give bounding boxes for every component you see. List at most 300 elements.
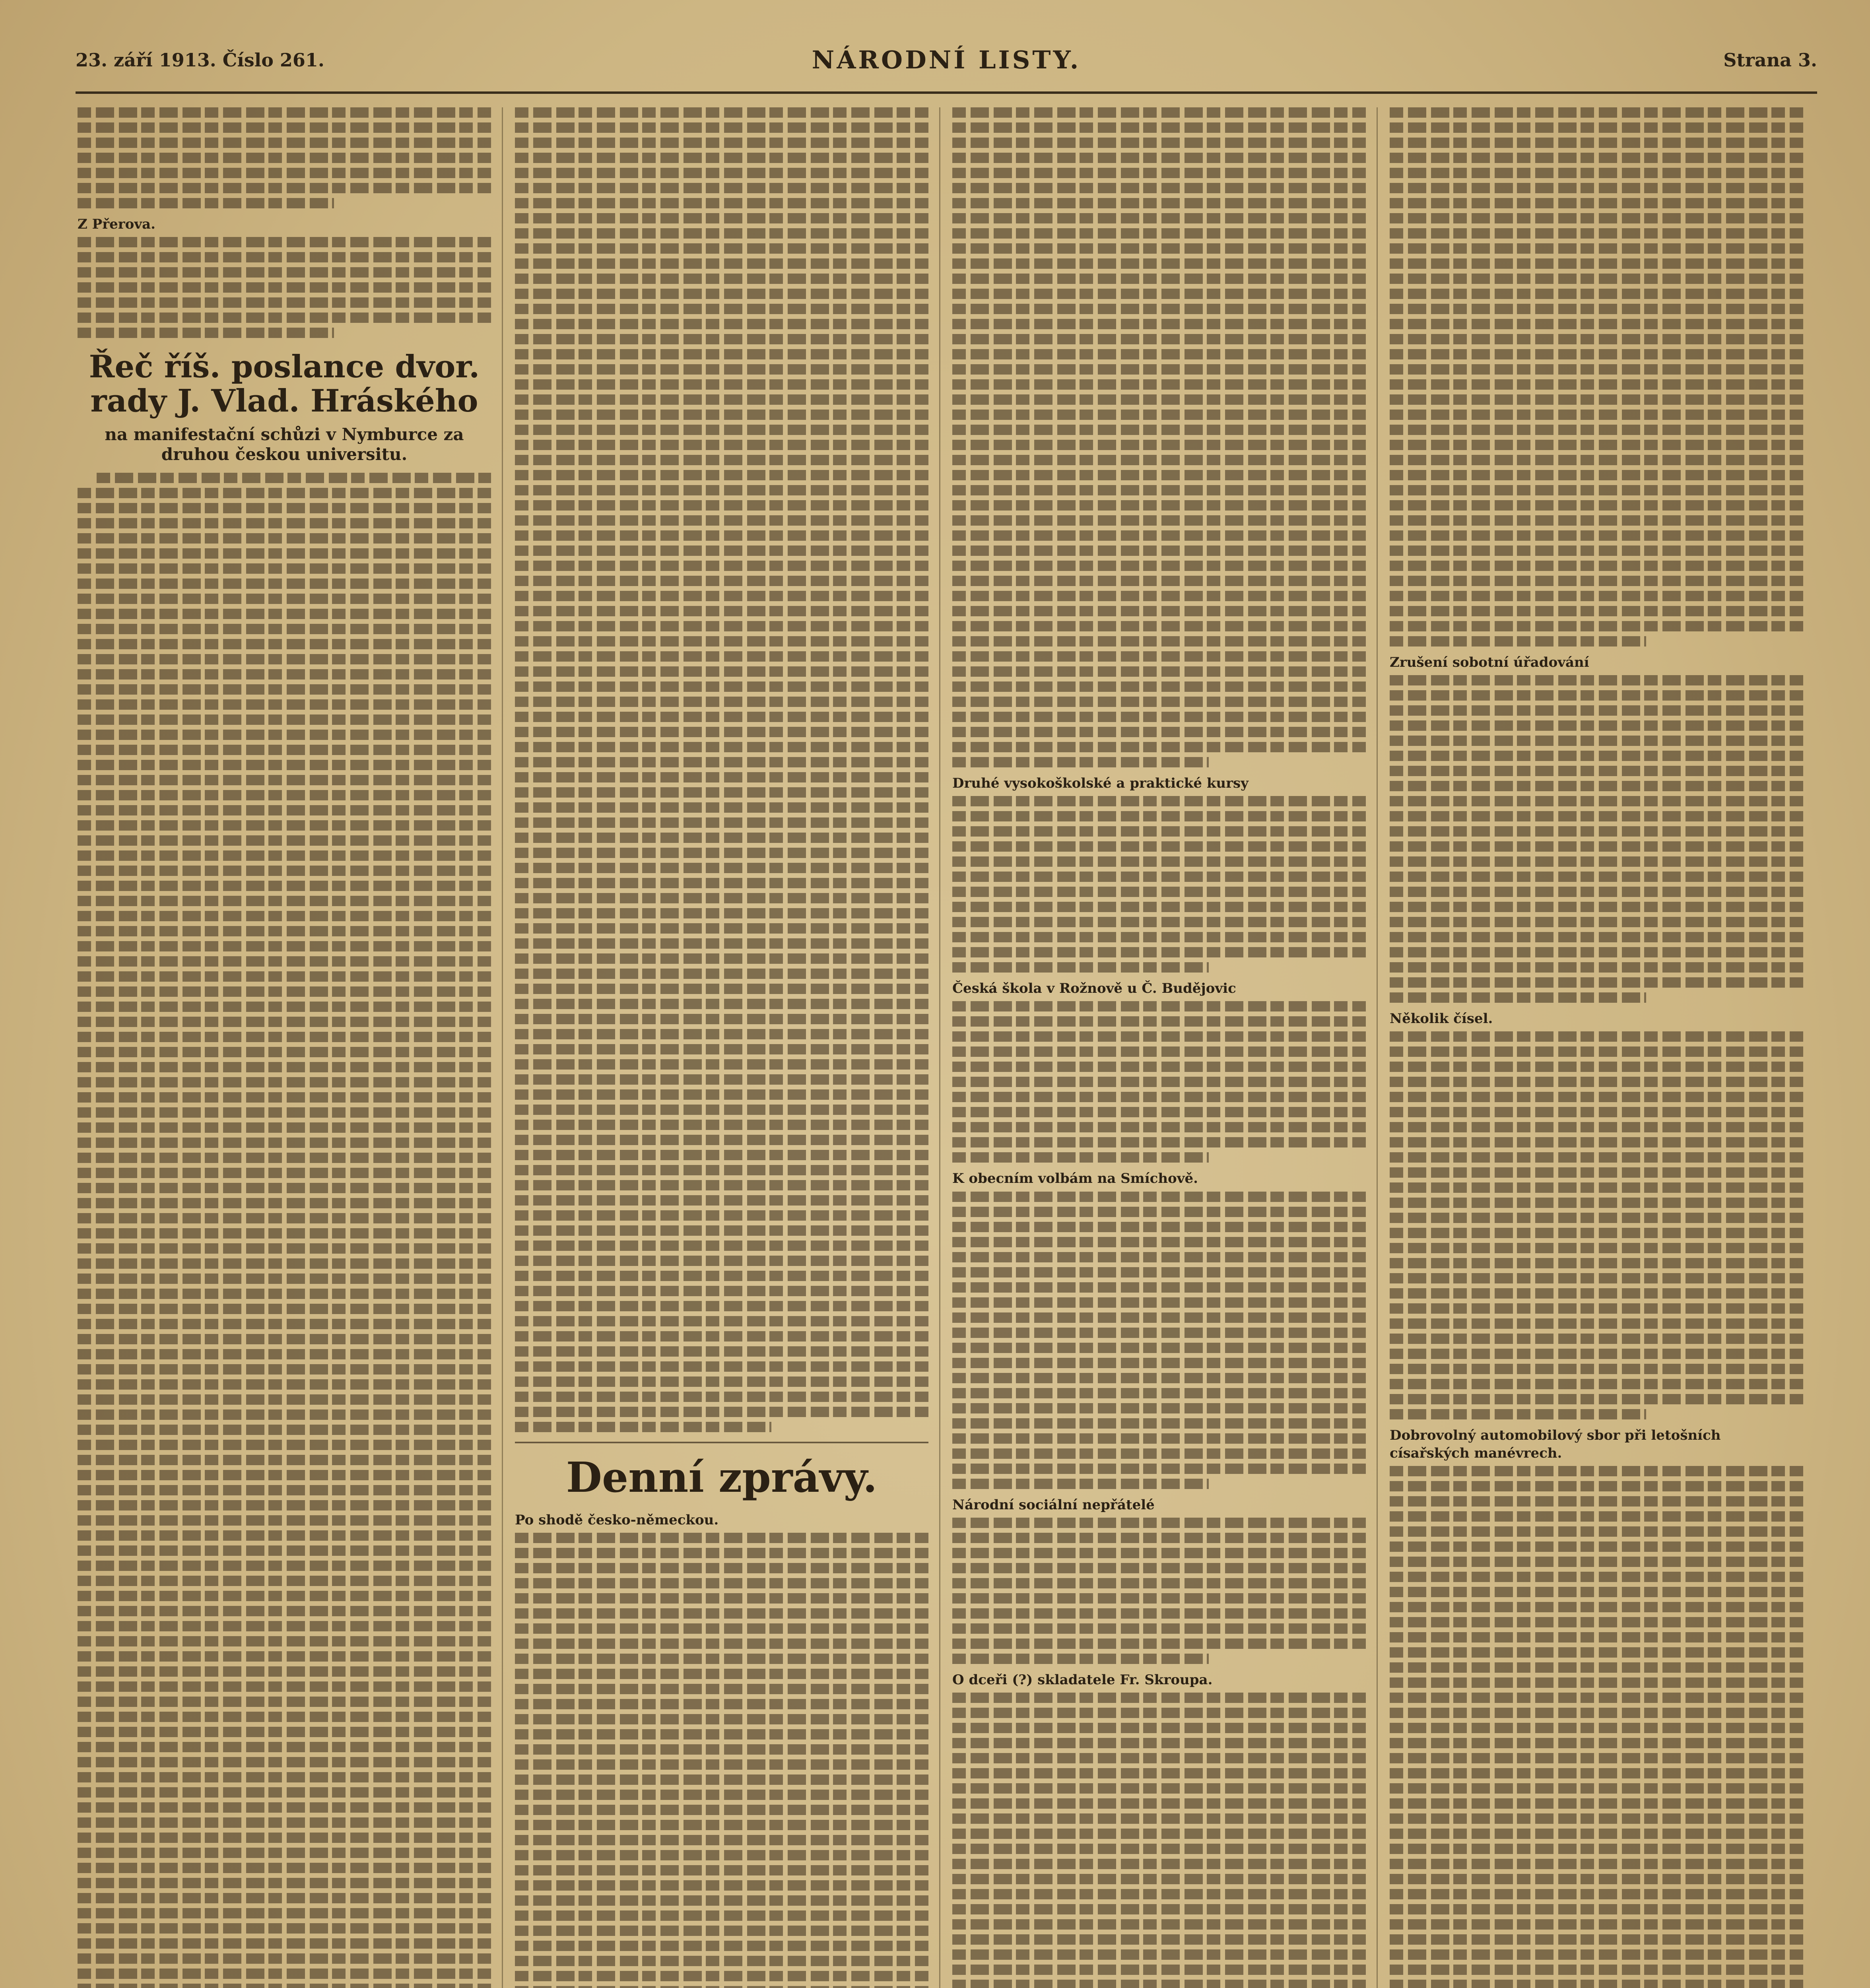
text-line — [78, 313, 491, 323]
text-line — [515, 1014, 928, 1024]
text-line — [78, 1047, 491, 1057]
text-line — [515, 1548, 928, 1558]
text-line — [952, 334, 1366, 344]
text-line — [952, 1373, 1366, 1383]
text-line — [952, 1297, 1366, 1308]
text-line — [952, 530, 1366, 541]
text-line — [78, 183, 491, 193]
text-line — [952, 425, 1366, 435]
text-line — [952, 1016, 1366, 1027]
text-line — [78, 1923, 491, 1934]
text-line — [515, 1120, 928, 1130]
text-line — [515, 410, 928, 420]
text-line — [1390, 334, 1803, 344]
text-line — [515, 1744, 928, 1755]
text-line — [1390, 546, 1803, 556]
text-line — [1390, 485, 1803, 495]
text-line — [952, 947, 1366, 957]
speech-headline: Řeč říš. poslance dvor. rady J. Vlad. Hráského — [89, 349, 480, 419]
text-line — [952, 1738, 1366, 1748]
text-line — [1390, 1632, 1803, 1642]
text-line — [78, 1969, 491, 1979]
text-line — [1390, 258, 1803, 269]
text-line — [515, 334, 928, 344]
text-line — [1390, 1137, 1803, 1147]
text-line — [952, 1448, 1366, 1459]
text-line — [515, 304, 928, 314]
text-line — [1390, 1511, 1803, 1522]
lead-cisla: Několik čísel. — [1390, 1011, 1493, 1027]
text-line — [515, 1256, 928, 1266]
text-line — [78, 1032, 491, 1042]
text-line — [515, 1805, 928, 1815]
text-line — [78, 669, 491, 679]
text-line — [952, 153, 1366, 163]
text-line — [1390, 1617, 1803, 1627]
text-line — [78, 1576, 491, 1586]
text-line — [78, 1833, 491, 1843]
text-line — [78, 1062, 491, 1072]
text-line — [78, 1621, 491, 1631]
text-line — [952, 1608, 1366, 1619]
text-line — [952, 1418, 1366, 1429]
text-line — [952, 1623, 1366, 1634]
text-line — [515, 440, 928, 450]
text-line — [515, 621, 928, 631]
text-line — [1390, 690, 1803, 701]
text-line — [1390, 1394, 1803, 1404]
text-line — [78, 1787, 491, 1798]
text-line — [952, 1949, 1366, 1960]
text-line — [78, 1243, 491, 1254]
text-line — [78, 138, 491, 148]
text-line — [952, 1107, 1366, 1117]
text-line — [952, 841, 1366, 852]
text-line — [515, 1699, 928, 1709]
text-line — [1390, 425, 1803, 435]
text-line — [78, 1893, 491, 1903]
text-line — [1390, 1092, 1803, 1102]
text-line — [1390, 1258, 1803, 1268]
text-line — [1390, 500, 1803, 511]
text-line — [1390, 947, 1803, 957]
text-line — [97, 473, 491, 483]
text-line — [1390, 1062, 1803, 1072]
text-line — [78, 714, 491, 725]
text-line — [78, 1002, 491, 1012]
text-line — [1390, 1798, 1803, 1809]
text-line — [78, 533, 491, 544]
text-line — [1390, 1813, 1803, 1824]
text-line — [952, 304, 1366, 314]
text-line — [952, 917, 1366, 927]
text-line — [515, 107, 928, 118]
text-line — [78, 1515, 491, 1526]
text-line — [1390, 1708, 1803, 1718]
text-line — [515, 606, 928, 616]
text-line — [78, 1017, 491, 1027]
text-line — [1390, 1379, 1803, 1389]
text-line — [1390, 720, 1803, 731]
text-line — [78, 1289, 491, 1299]
text-line — [515, 1684, 928, 1694]
text-line — [1390, 1844, 1803, 1854]
text-line — [515, 213, 928, 223]
text-line — [952, 1889, 1366, 1899]
text-line — [78, 911, 491, 921]
text-line — [515, 1044, 928, 1054]
text-line — [78, 548, 491, 559]
text-line — [952, 826, 1366, 837]
speech-subheading: na manifestační schůzi v Nymburce za druhou českou universitu. — [105, 424, 464, 464]
text-line — [515, 349, 928, 359]
text-line — [952, 107, 1366, 118]
text-line — [1390, 917, 1803, 927]
column-rule — [1377, 107, 1378, 1988]
text-line — [515, 1316, 928, 1326]
text-line — [952, 1563, 1366, 1573]
text-line — [952, 1798, 1366, 1809]
masthead — [76, 44, 1817, 94]
text-line — [78, 1651, 491, 1662]
text-line — [515, 727, 928, 737]
text-line — [1390, 1409, 1646, 1419]
text-line — [78, 760, 491, 770]
lead-kurs: Druhé vysokoškolské a praktické kursy — [952, 775, 1249, 791]
text-line — [515, 651, 928, 662]
text-line — [1390, 1213, 1803, 1223]
text-line — [515, 1941, 928, 1951]
text-line — [78, 639, 491, 649]
text-line — [952, 872, 1366, 882]
text-line — [78, 503, 491, 513]
denni-zpravy-heading: Denní zprávy. — [566, 1453, 878, 1502]
text-line — [1390, 962, 1803, 973]
text-line — [515, 893, 928, 903]
text-line — [1390, 440, 1803, 450]
text-line — [515, 712, 928, 722]
text-line — [952, 887, 1366, 897]
text-line — [952, 1077, 1366, 1087]
text-line — [78, 1561, 491, 1571]
text-line — [1390, 274, 1803, 284]
text-line — [78, 684, 491, 695]
text-line — [78, 1183, 491, 1193]
text-line — [1390, 228, 1803, 239]
text-line — [952, 1533, 1366, 1543]
text-line — [78, 1319, 491, 1329]
text-line — [515, 1135, 928, 1145]
text-line — [952, 757, 1209, 767]
text-line — [78, 881, 491, 891]
text-line — [515, 1422, 771, 1432]
text-line — [1390, 1107, 1803, 1117]
text-line — [1390, 1557, 1803, 1567]
text-line — [515, 1271, 928, 1281]
text-line — [1390, 621, 1803, 631]
text-line — [515, 833, 928, 843]
text-line — [515, 1407, 928, 1417]
text-line — [1390, 1859, 1803, 1869]
text-line — [78, 122, 491, 133]
text-line — [515, 1669, 928, 1679]
text-line — [952, 712, 1366, 722]
text-line — [1390, 213, 1803, 223]
text-line — [78, 986, 491, 997]
text-line — [78, 1545, 491, 1556]
text-line — [952, 1328, 1366, 1338]
text-line — [1390, 394, 1803, 405]
text-line — [952, 1753, 1366, 1763]
lead-dohoda: Po shodě česko-německou. — [515, 1512, 719, 1528]
text-line — [952, 1137, 1366, 1147]
text-line — [952, 455, 1366, 465]
text-line — [1390, 705, 1803, 716]
text-line — [78, 488, 491, 498]
text-line — [1390, 561, 1803, 571]
text-line — [515, 878, 928, 888]
text-line — [952, 410, 1366, 420]
issue-date: 23. září 1913. Číslo 261. — [76, 49, 324, 71]
text-line — [78, 699, 491, 710]
text-line — [1390, 455, 1803, 465]
text-line — [78, 730, 491, 740]
text-line — [78, 1953, 491, 1964]
text-line — [952, 636, 1366, 646]
text-line — [1390, 1318, 1803, 1329]
text-line — [78, 1742, 491, 1752]
text-line — [515, 742, 928, 752]
text-line — [1390, 1077, 1803, 1087]
lead-skroup: O dceři (?) skladatele Fr. Skroupa. — [952, 1672, 1213, 1688]
text-line — [515, 1729, 928, 1740]
text-line — [952, 1518, 1366, 1528]
text-line — [78, 866, 491, 876]
text-line — [1390, 122, 1803, 133]
text-line — [78, 1394, 491, 1405]
text-line — [78, 1772, 491, 1782]
lead-prerov: Z Přerova. — [78, 216, 155, 232]
text-line — [515, 636, 928, 646]
text-line — [1390, 1723, 1803, 1733]
text-line — [515, 1578, 928, 1588]
text-line — [1390, 887, 1803, 897]
text-line — [515, 817, 928, 828]
text-line — [952, 138, 1366, 148]
newspaper-title: NÁRODNÍ LISTY. — [812, 45, 1081, 74]
text-line — [952, 1192, 1366, 1202]
text-line — [515, 1331, 928, 1342]
text-line — [515, 938, 928, 949]
text-line — [1390, 379, 1803, 390]
text-line — [515, 1623, 928, 1634]
text-line — [952, 546, 1366, 556]
text-line — [515, 681, 928, 692]
text-line — [515, 953, 928, 964]
text-line — [515, 138, 928, 148]
text-line — [515, 1790, 928, 1800]
lead-volby: K obecním volbám na Smíchově. — [952, 1171, 1198, 1187]
text-line — [78, 1727, 491, 1737]
text-line — [1390, 364, 1803, 375]
text-line — [78, 1757, 491, 1767]
text-line — [78, 1228, 491, 1239]
text-line — [952, 1904, 1366, 1914]
text-line — [515, 1286, 928, 1296]
text-line — [78, 1666, 491, 1677]
text-line — [952, 932, 1366, 942]
text-line — [78, 237, 491, 247]
text-line — [78, 1606, 491, 1616]
text-line — [1390, 349, 1803, 359]
text-line — [1390, 781, 1803, 791]
text-line — [1390, 1198, 1803, 1208]
text-line — [78, 941, 491, 951]
text-line — [515, 576, 928, 586]
text-line — [78, 1591, 491, 1601]
text-line — [952, 364, 1366, 375]
text-line — [952, 1388, 1366, 1398]
text-line — [515, 319, 928, 329]
text-line — [78, 1349, 491, 1359]
text-line — [78, 1908, 491, 1918]
text-line — [952, 1252, 1366, 1262]
text-line — [515, 1533, 928, 1543]
text-line — [952, 1593, 1366, 1604]
section-divider — [515, 1442, 928, 1443]
text-line — [952, 485, 1366, 495]
text-line — [1390, 872, 1803, 882]
text-line — [952, 394, 1366, 405]
text-line — [515, 153, 928, 163]
text-line — [1390, 153, 1803, 163]
text-line — [1390, 1152, 1803, 1163]
text-line — [515, 258, 928, 269]
text-line — [952, 1965, 1366, 1975]
text-line — [515, 802, 928, 813]
text-line — [1390, 1243, 1803, 1253]
text-line — [78, 654, 491, 664]
text-line — [78, 1334, 491, 1344]
text-line — [78, 107, 491, 118]
text-line — [515, 470, 928, 480]
text-line — [515, 1346, 928, 1357]
text-line — [1390, 107, 1803, 118]
text-line — [515, 1089, 928, 1100]
text-line — [78, 1198, 491, 1208]
text-line — [1390, 1526, 1803, 1537]
text-line — [1390, 1783, 1803, 1794]
text-line — [1390, 796, 1803, 806]
text-line — [78, 1681, 491, 1692]
text-line — [515, 1593, 928, 1604]
text-line — [952, 379, 1366, 390]
text-line — [78, 328, 334, 338]
text-line — [1390, 138, 1803, 148]
text-line — [952, 183, 1366, 193]
text-line — [515, 1165, 928, 1175]
text-line — [515, 1150, 928, 1160]
text-line — [952, 1062, 1366, 1072]
text-line — [1390, 751, 1803, 761]
text-line — [515, 1759, 928, 1770]
text-line — [952, 1829, 1366, 1839]
text-line — [952, 1343, 1366, 1353]
text-line — [515, 1029, 928, 1039]
text-line — [78, 1409, 491, 1420]
text-line — [78, 252, 491, 262]
lead-narodni: Národní sociální nepřátelé — [952, 1497, 1155, 1513]
text-line — [515, 1074, 928, 1085]
text-line — [1390, 606, 1803, 616]
text-line — [1390, 576, 1803, 586]
text-line — [1390, 1904, 1803, 1914]
text-line — [952, 1312, 1366, 1323]
text-line — [952, 1768, 1366, 1778]
text-line — [1390, 1182, 1803, 1193]
text-line — [952, 576, 1366, 586]
text-line — [952, 1433, 1366, 1444]
text-line — [952, 1479, 1209, 1489]
text-line — [515, 1971, 928, 1981]
text-line — [78, 956, 491, 967]
text-line — [515, 863, 928, 873]
text-line — [1390, 902, 1803, 912]
text-line — [515, 1774, 928, 1785]
text-line — [1390, 289, 1803, 299]
text-line — [78, 609, 491, 619]
text-line — [78, 1984, 491, 1988]
text-line — [952, 962, 1209, 973]
text-line — [1390, 1919, 1803, 1930]
text-line — [952, 274, 1366, 284]
text-line — [515, 757, 928, 767]
text-line — [78, 1636, 491, 1646]
column-4 — [1390, 107, 1803, 1988]
text-line — [515, 1225, 928, 1236]
text-line — [78, 594, 491, 604]
text-line — [515, 198, 928, 208]
text-line — [952, 258, 1366, 269]
text-line — [1390, 1288, 1803, 1299]
text-line — [515, 561, 928, 571]
text-line — [952, 440, 1366, 450]
text-line — [78, 1122, 491, 1133]
text-line — [1390, 1031, 1803, 1042]
text-line — [952, 198, 1366, 208]
text-line — [952, 561, 1366, 571]
text-line — [1390, 168, 1803, 178]
text-line — [1390, 826, 1803, 837]
text-line — [952, 1639, 1366, 1649]
text-line — [78, 1379, 491, 1390]
text-line — [1390, 1602, 1803, 1612]
text-line — [78, 1440, 491, 1450]
text-line — [515, 455, 928, 465]
text-line — [952, 1548, 1366, 1558]
text-line — [1390, 1541, 1803, 1552]
text-line — [952, 856, 1366, 867]
text-line — [952, 1783, 1366, 1794]
text-line — [515, 168, 928, 178]
text-line — [952, 1237, 1366, 1247]
text-line — [78, 775, 491, 785]
text-line — [952, 681, 1366, 692]
text-line — [952, 727, 1366, 737]
text-line — [78, 1107, 491, 1118]
text-line — [78, 1213, 491, 1223]
text-line — [515, 546, 928, 556]
